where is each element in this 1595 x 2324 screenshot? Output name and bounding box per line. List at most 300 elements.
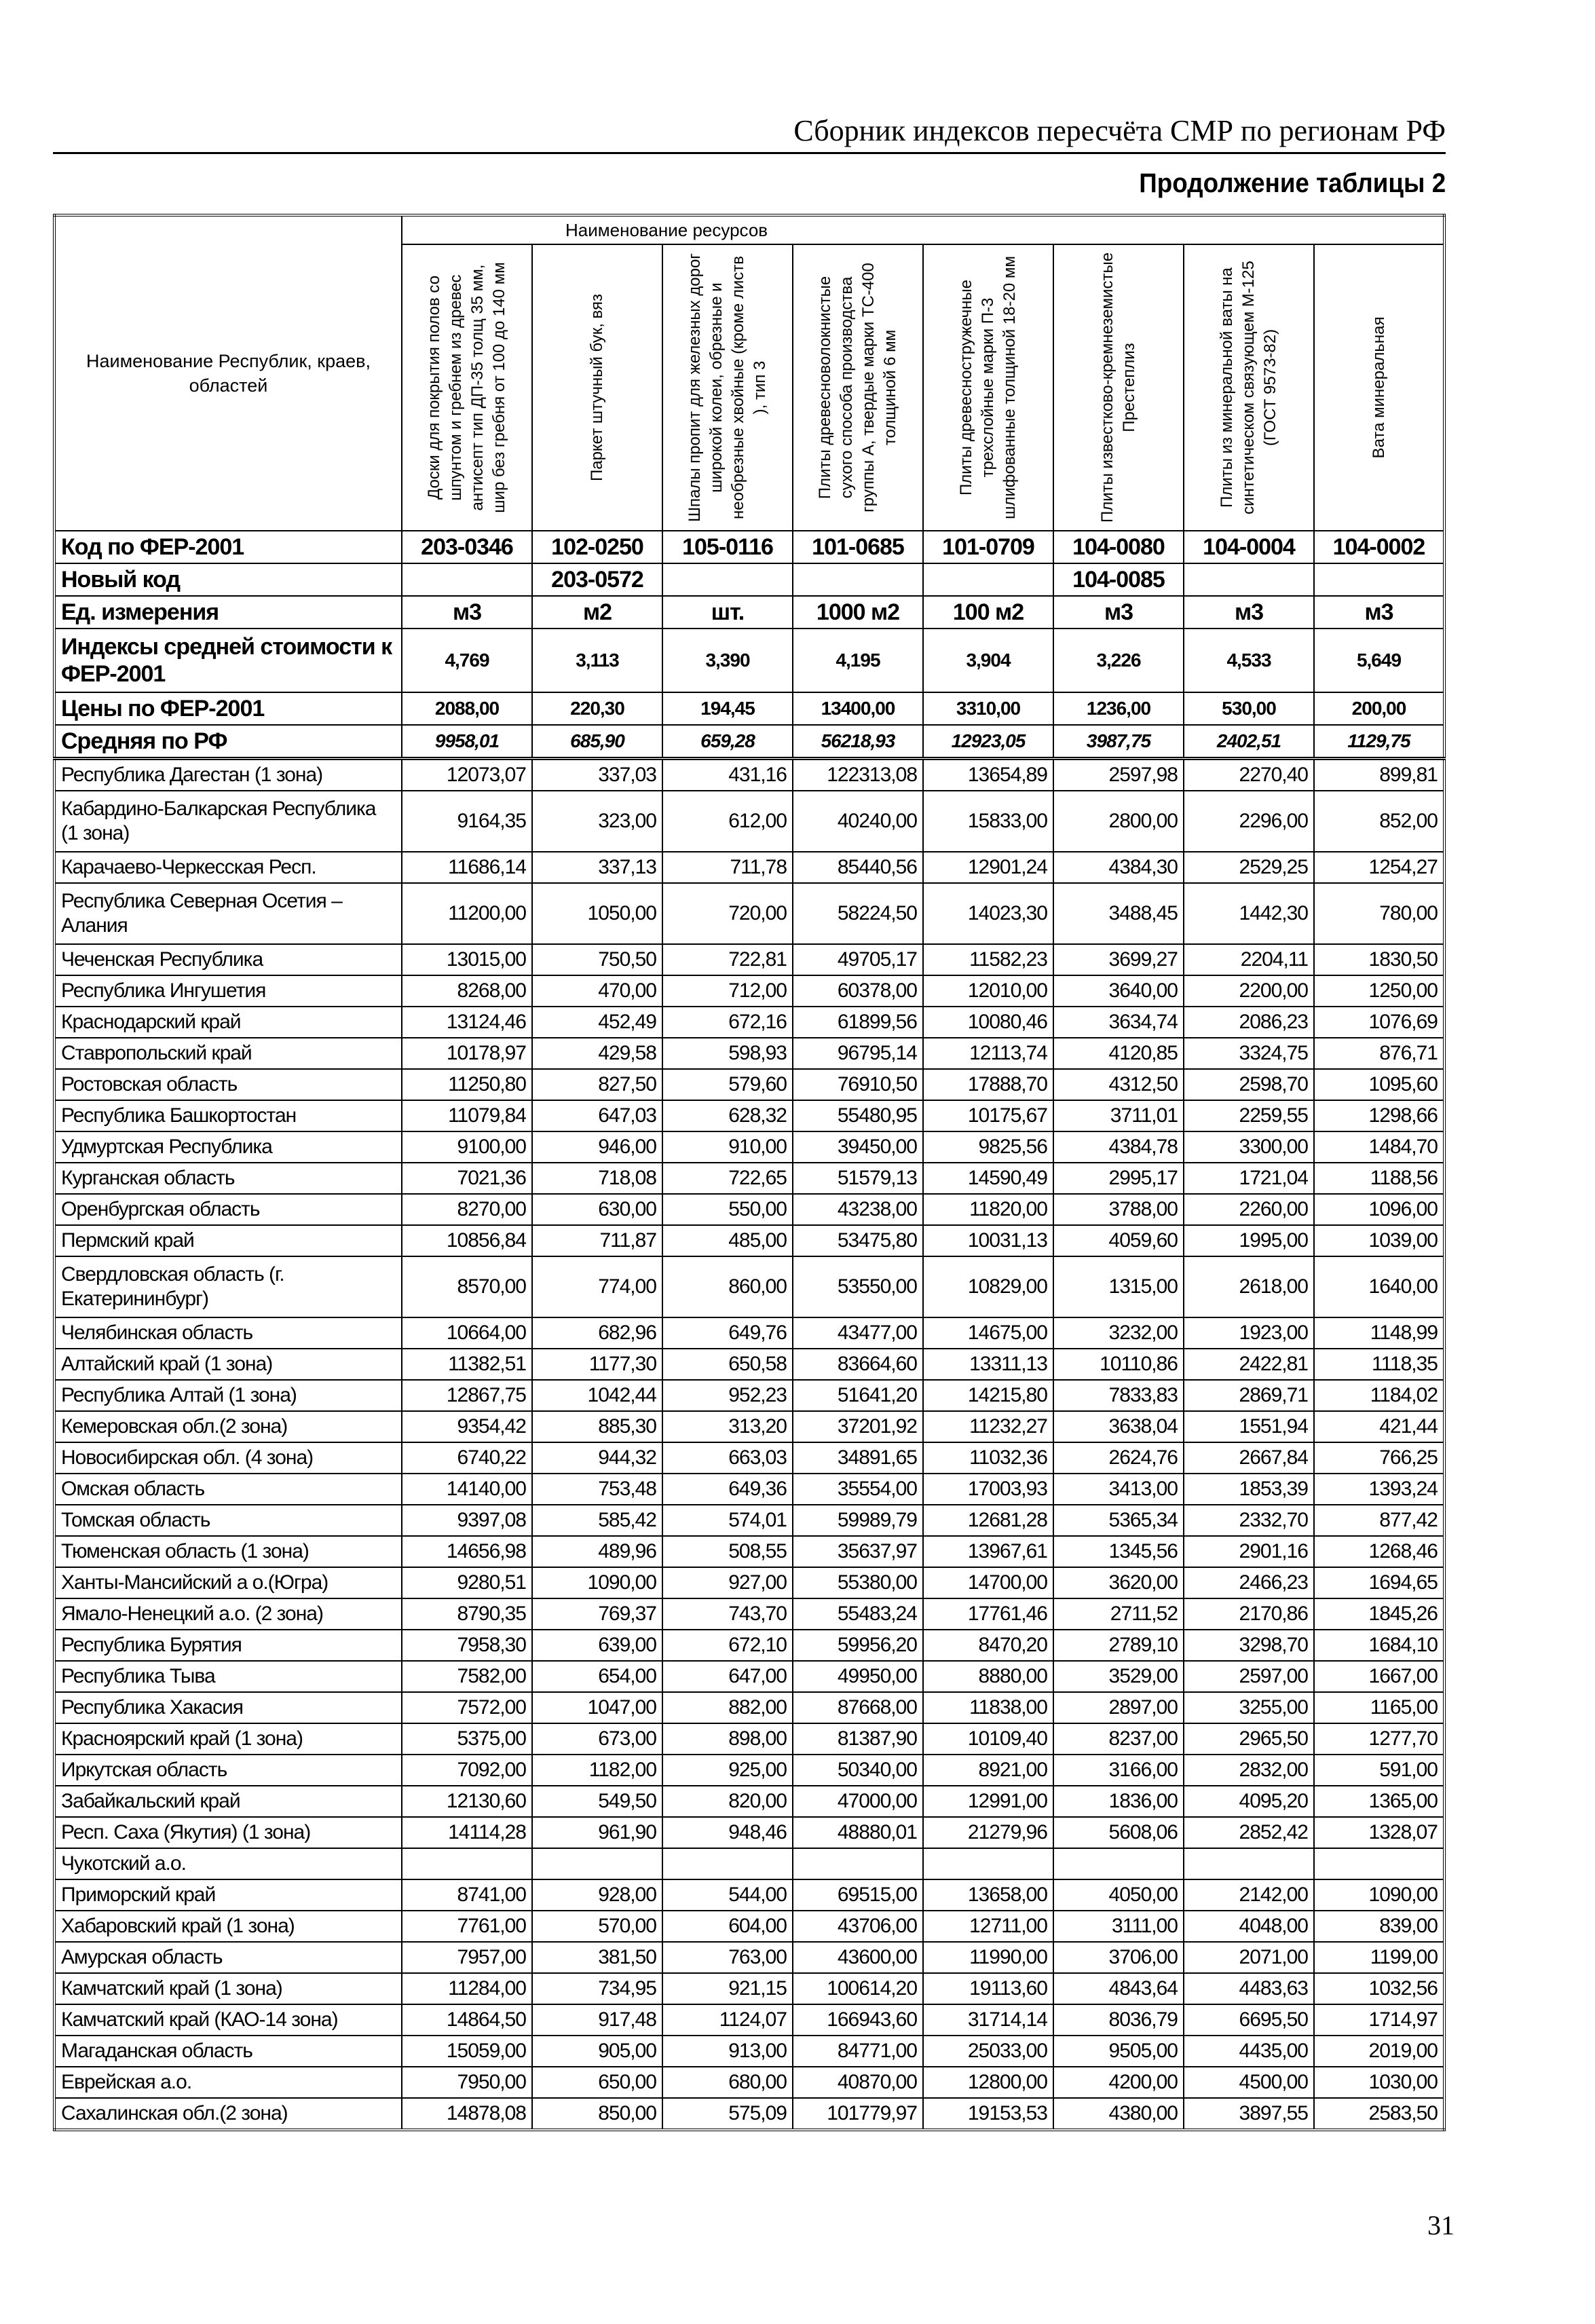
price-cell: 1684,10 xyxy=(1314,1630,1444,1661)
book-title: Сборник индексов пересчёта СМР по регионам РФ xyxy=(793,114,1446,147)
price-cell: 598,93 xyxy=(662,1038,793,1069)
price-cell: 40240,00 xyxy=(793,791,923,852)
table-row xyxy=(54,1163,1444,1194)
price-cell: 11686,14 xyxy=(402,852,532,883)
price-cell: 55380,00 xyxy=(793,1567,923,1598)
page-header xyxy=(53,109,1446,154)
price-cell: 628,32 xyxy=(662,1100,793,1131)
table-continuation-caption: Продолжение таблицы 2 xyxy=(1139,168,1446,198)
price-cell: 2019,00 xyxy=(1314,2036,1444,2067)
resource-header xyxy=(923,244,1053,531)
price-cell: 2789,10 xyxy=(1053,1630,1184,1661)
price-cell: 7957,00 xyxy=(402,1942,532,1973)
price-cell: 839,00 xyxy=(1314,1911,1444,1942)
price-cell: 1268,46 xyxy=(1314,1536,1444,1567)
price-cell: 313,20 xyxy=(662,1411,793,1442)
price-cell: 2832,00 xyxy=(1184,1755,1314,1786)
price-cell: 10110,86 xyxy=(1053,1349,1184,1380)
region-name: Республика Хакасия xyxy=(54,1692,402,1723)
summary-cell: 9958,01 xyxy=(402,725,532,759)
resource-header-label: Плиты из минеральной ваты на синтетическом связующем М-125 (ГОСТ 9573-82) xyxy=(1218,261,1279,514)
price-cell: 8270,00 xyxy=(402,1194,532,1225)
summary-cell: 2402,51 xyxy=(1184,725,1314,759)
price-cell: 12681,28 xyxy=(923,1505,1053,1536)
price-cell: 8570,00 xyxy=(402,1256,532,1317)
price-cell: 876,71 xyxy=(1314,1038,1444,1069)
price-cell: 429,58 xyxy=(532,1038,662,1069)
price-cell: 85440,56 xyxy=(793,852,923,883)
price-cell: 7021,36 xyxy=(402,1163,532,1194)
table-row xyxy=(54,1692,1444,1723)
region-name: Карачаево-Черкесская Респ. xyxy=(54,852,402,883)
price-cell: 6695,50 xyxy=(1184,2004,1314,2036)
resource-header xyxy=(1314,244,1444,531)
price-cell: 13658,00 xyxy=(923,1879,1053,1911)
summary-cell: 104-0002 xyxy=(1314,531,1444,563)
summary-cell xyxy=(662,563,793,596)
price-cell: 2869,71 xyxy=(1184,1380,1314,1411)
price-cell: 1199,00 xyxy=(1314,1942,1444,1973)
price-cell: 15833,00 xyxy=(923,791,1053,852)
summary-cell: 104-0004 xyxy=(1184,531,1314,563)
price-cell: 9397,08 xyxy=(402,1505,532,1536)
price-cell: 1032,56 xyxy=(1314,1973,1444,2004)
row-cost-index xyxy=(54,629,1444,692)
price-cell: 2711,52 xyxy=(1053,1598,1184,1630)
price-cell: 850,00 xyxy=(532,2098,662,2130)
table-row xyxy=(54,883,1444,944)
price-cell: 1090,00 xyxy=(1314,1879,1444,1911)
price-cell: 12867,75 xyxy=(402,1380,532,1411)
price-cell: 1298,66 xyxy=(1314,1100,1444,1131)
price-cell: 3166,00 xyxy=(1053,1755,1184,1786)
price-cell: 2852,42 xyxy=(1184,1817,1314,1848)
region-name: Новосибирская обл. (4 зона) xyxy=(54,1442,402,1474)
price-cell: 12113,74 xyxy=(923,1038,1053,1069)
price-cell: 13015,00 xyxy=(402,944,532,975)
price-cell: 43600,00 xyxy=(793,1942,923,1973)
table-row xyxy=(54,1817,1444,1848)
price-cell: 1995,00 xyxy=(1184,1225,1314,1256)
price-cell: 899,81 xyxy=(1314,759,1444,791)
table-row xyxy=(54,1131,1444,1163)
price-cell: 122313,08 xyxy=(793,759,923,791)
summary-cell: 3,390 xyxy=(662,629,793,692)
price-cell: 35637,97 xyxy=(793,1536,923,1567)
price-cell: 579,60 xyxy=(662,1069,793,1100)
price-cell: 1845,26 xyxy=(1314,1598,1444,1630)
price-cell: 10080,46 xyxy=(923,1007,1053,1038)
summary-cell: 4,769 xyxy=(402,629,532,692)
price-cell: 649,36 xyxy=(662,1474,793,1505)
price-cell: 14023,30 xyxy=(923,883,1053,944)
row-new-code xyxy=(54,563,1444,596)
price-cell: 712,00 xyxy=(662,975,793,1007)
region-name: Республика Северная Осетия – Алания xyxy=(54,883,402,944)
region-name: Ямало-Ненецкий а.о. (2 зона) xyxy=(54,1598,402,1630)
price-cell: 604,00 xyxy=(662,1911,793,1942)
price-cell xyxy=(1314,1848,1444,1879)
price-cell: 53475,80 xyxy=(793,1225,923,1256)
price-cell: 820,00 xyxy=(662,1786,793,1817)
price-cell: 2422,81 xyxy=(1184,1349,1314,1380)
price-cell: 913,00 xyxy=(662,2036,793,2067)
price-cell: 84771,00 xyxy=(793,2036,923,2067)
price-cell: 489,96 xyxy=(532,1536,662,1567)
summary-cell: 12923,05 xyxy=(923,725,1053,759)
price-cell: 100614,20 xyxy=(793,1973,923,2004)
price-cell: 2071,00 xyxy=(1184,1942,1314,1973)
price-cell: 673,00 xyxy=(532,1723,662,1755)
price-cell: 763,00 xyxy=(662,1942,793,1973)
price-cell: 780,00 xyxy=(1314,883,1444,944)
price-cell: 59989,79 xyxy=(793,1505,923,1536)
summary-cell: 101-0709 xyxy=(923,531,1053,563)
price-cell: 69515,00 xyxy=(793,1879,923,1911)
summary-cell: 4,533 xyxy=(1184,629,1314,692)
price-cell: 5608,06 xyxy=(1053,1817,1184,1848)
price-cell: 2995,17 xyxy=(1053,1163,1184,1194)
region-name: Республика Тыва xyxy=(54,1661,402,1692)
price-cell: 25033,00 xyxy=(923,2036,1053,2067)
price-cell: 1124,07 xyxy=(662,2004,793,2036)
price-cell: 76910,50 xyxy=(793,1069,923,1100)
summary-cell: 659,28 xyxy=(662,725,793,759)
table-row xyxy=(54,1442,1444,1474)
price-cell: 711,78 xyxy=(662,852,793,883)
resource-header-label: Плиты древесноволокнистые сухого способа производства группы А, твердые марки ТС-400 толщиной 6 мм xyxy=(816,263,899,512)
table-body xyxy=(54,531,1444,2130)
table-row xyxy=(54,2098,1444,2130)
summary-cell: 3310,00 xyxy=(923,692,1053,725)
price-cell: 2901,16 xyxy=(1184,1536,1314,1567)
price-cell: 4120,85 xyxy=(1053,1038,1184,1069)
price-cell: 852,00 xyxy=(1314,791,1444,852)
price-cell: 11284,00 xyxy=(402,1973,532,2004)
region-name: Кабардино-Балкарская Республика (1 зона) xyxy=(54,791,402,852)
summary-cell: 105-0116 xyxy=(662,531,793,563)
price-cell: 2259,55 xyxy=(1184,1100,1314,1131)
summary-cell: 203-0572 xyxy=(532,563,662,596)
price-cell: 4380,00 xyxy=(1053,2098,1184,2130)
price-cell: 1328,07 xyxy=(1314,1817,1444,1848)
price-cell: 12073,07 xyxy=(402,759,532,791)
summary-cell: 3,904 xyxy=(923,629,1053,692)
price-cell: 3324,75 xyxy=(1184,1038,1314,1069)
price-cell: 585,42 xyxy=(532,1505,662,1536)
price-cell: 4312,50 xyxy=(1053,1069,1184,1100)
price-cell: 3232,00 xyxy=(1053,1317,1184,1349)
price-cell: 1250,00 xyxy=(1314,975,1444,1007)
price-cell: 83664,60 xyxy=(793,1349,923,1380)
price-cell: 2597,00 xyxy=(1184,1661,1314,1692)
region-name: Ростовская область xyxy=(54,1069,402,1100)
price-cell: 1165,00 xyxy=(1314,1692,1444,1723)
price-cell: 5365,34 xyxy=(1053,1505,1184,1536)
price-cell: 877,42 xyxy=(1314,1505,1444,1536)
price-cell: 11079,84 xyxy=(402,1100,532,1131)
summary-cell xyxy=(1314,563,1444,596)
price-cell: 13654,89 xyxy=(923,759,1053,791)
region-name: Приморский край xyxy=(54,1879,402,1911)
price-cell: 2598,70 xyxy=(1184,1069,1314,1100)
price-cell: 4095,20 xyxy=(1184,1786,1314,1817)
price-cell: 948,46 xyxy=(662,1817,793,1848)
price-cell: 14215,80 xyxy=(923,1380,1053,1411)
price-cell: 39450,00 xyxy=(793,1131,923,1163)
price-cell: 647,03 xyxy=(532,1100,662,1131)
summary-label: Новый код xyxy=(54,563,402,596)
price-cell: 11990,00 xyxy=(923,1942,1053,1973)
price-cell: 1551,94 xyxy=(1184,1411,1314,1442)
summary-cell: 4,195 xyxy=(793,629,923,692)
price-cell: 1345,56 xyxy=(1053,1536,1184,1567)
summary-cell xyxy=(402,563,532,596)
price-cell: 7572,00 xyxy=(402,1692,532,1723)
price-cell: 2260,00 xyxy=(1184,1194,1314,1225)
price-cell: 8268,00 xyxy=(402,975,532,1007)
table-row xyxy=(54,1256,1444,1317)
price-cell: 48880,01 xyxy=(793,1817,923,1848)
table-row xyxy=(54,1848,1444,1879)
price-cell: 12901,24 xyxy=(923,852,1053,883)
price-cell xyxy=(1053,1848,1184,1879)
price-cell: 574,01 xyxy=(662,1505,793,1536)
price-cell: 4435,00 xyxy=(1184,2036,1314,2067)
price-cell: 3488,45 xyxy=(1053,883,1184,944)
summary-cell: 102-0250 xyxy=(532,531,662,563)
price-cell: 3711,01 xyxy=(1053,1100,1184,1131)
price-cell: 718,08 xyxy=(532,1163,662,1194)
price-cell: 1694,65 xyxy=(1314,1567,1444,1598)
price-cell: 11200,00 xyxy=(402,883,532,944)
resource-header-label: Паркет штучный бук, вяз xyxy=(588,293,606,482)
price-cell: 9505,00 xyxy=(1053,2036,1184,2067)
summary-cell: м2 xyxy=(532,596,662,629)
summary-label: Цены по ФЕР-2001 xyxy=(54,692,402,725)
price-cell xyxy=(793,1848,923,1879)
price-cell: 19113,60 xyxy=(923,1973,1053,2004)
summary-cell: 3987,75 xyxy=(1053,725,1184,759)
price-cell: 10664,00 xyxy=(402,1317,532,1349)
price-cell: 87668,00 xyxy=(793,1692,923,1723)
price-cell: 1076,69 xyxy=(1314,1007,1444,1038)
price-cell: 2529,25 xyxy=(1184,852,1314,883)
price-cell: 2667,84 xyxy=(1184,1442,1314,1474)
price-cell: 663,03 xyxy=(662,1442,793,1474)
price-cell: 49950,00 xyxy=(793,1661,923,1692)
price-cell: 37201,92 xyxy=(793,1411,923,1442)
table-row xyxy=(54,2004,1444,2036)
region-name: Чеченская Республика xyxy=(54,944,402,975)
price-cell: 14878,08 xyxy=(402,2098,532,2130)
price-cell: 3529,00 xyxy=(1053,1661,1184,1692)
table-row xyxy=(54,944,1444,975)
summary-cell: м3 xyxy=(402,596,532,629)
table-row xyxy=(54,1755,1444,1786)
price-cell: 549,50 xyxy=(532,1786,662,1817)
price-cell: 337,13 xyxy=(532,852,662,883)
price-cell: 9280,51 xyxy=(402,1567,532,1598)
summary-cell: м3 xyxy=(1314,596,1444,629)
region-name: Респ. Саха (Якутия) (1 зона) xyxy=(54,1817,402,1848)
price-cell: 6740,22 xyxy=(402,1442,532,1474)
price-cell: 769,37 xyxy=(532,1598,662,1630)
price-cell: 7958,30 xyxy=(402,1630,532,1661)
price-cell: 2170,86 xyxy=(1184,1598,1314,1630)
region-name: Алтайский край (1 зона) xyxy=(54,1349,402,1380)
price-cell: 3413,00 xyxy=(1053,1474,1184,1505)
summary-cell: 685,90 xyxy=(532,725,662,759)
summary-cell: 1129,75 xyxy=(1314,725,1444,759)
page-number: 31 xyxy=(1427,2210,1455,2241)
price-cell: 860,00 xyxy=(662,1256,793,1317)
price-cell: 9354,42 xyxy=(402,1411,532,1442)
price-cell: 1188,56 xyxy=(1314,1163,1444,1194)
price-cell: 50340,00 xyxy=(793,1755,923,1786)
region-name: Чукотский а.о. xyxy=(54,1848,402,1879)
summary-cell: 100 м2 xyxy=(923,596,1053,629)
price-cell: 1714,97 xyxy=(1314,2004,1444,2036)
price-cell: 1315,00 xyxy=(1053,1256,1184,1317)
resource-header-label: Вата минеральная xyxy=(1369,316,1388,459)
region-name: Забайкальский край xyxy=(54,1786,402,1817)
price-cell: 672,16 xyxy=(662,1007,793,1038)
table-row xyxy=(54,1661,1444,1692)
summary-cell: м3 xyxy=(1184,596,1314,629)
price-cell: 19153,53 xyxy=(923,2098,1053,2130)
summary-cell: 56218,93 xyxy=(793,725,923,759)
table-row xyxy=(54,975,1444,1007)
price-cell: 650,00 xyxy=(532,2067,662,2098)
table-row xyxy=(54,1194,1444,1225)
price-cell: 14140,00 xyxy=(402,1474,532,1505)
price-cell: 31714,14 xyxy=(923,2004,1053,2036)
resource-header xyxy=(1184,244,1314,531)
summary-cell: 2088,00 xyxy=(402,692,532,725)
price-cell: 7582,00 xyxy=(402,1661,532,1692)
region-name: Республика Дагестан (1 зона) xyxy=(54,759,402,791)
price-cell: 1096,00 xyxy=(1314,1194,1444,1225)
price-cell: 753,48 xyxy=(532,1474,662,1505)
price-cell: 1030,00 xyxy=(1314,2067,1444,2098)
price-cell: 1118,35 xyxy=(1314,1349,1444,1380)
table-row xyxy=(54,1786,1444,1817)
price-cell: 5375,00 xyxy=(402,1723,532,1755)
price-cell: 1047,00 xyxy=(532,1692,662,1723)
region-name: Хабаровский край (1 зона) xyxy=(54,1911,402,1942)
price-cell: 12800,00 xyxy=(923,2067,1053,2098)
price-cell: 13311,13 xyxy=(923,1349,1053,1380)
price-cell: 647,00 xyxy=(662,1661,793,1692)
summary-label: Средняя по РФ xyxy=(54,725,402,759)
region-name-header: Наименование Республик, краев, областей xyxy=(54,215,402,531)
price-cell: 421,44 xyxy=(1314,1411,1444,1442)
price-cell: 14114,28 xyxy=(402,1817,532,1848)
price-cell: 43706,00 xyxy=(793,1911,923,1942)
table-row xyxy=(54,1598,1444,1630)
region-name: Республика Бурятия xyxy=(54,1630,402,1661)
row-fer-price xyxy=(54,692,1444,725)
price-cell: 9100,00 xyxy=(402,1131,532,1163)
summary-label: Ед. измерения xyxy=(54,596,402,629)
price-cell: 11838,00 xyxy=(923,1692,1053,1723)
price-cell: 4384,78 xyxy=(1053,1131,1184,1163)
price-cell: 8237,00 xyxy=(1053,1723,1184,1755)
price-cell: 905,00 xyxy=(532,2036,662,2067)
region-name: Челябинская область xyxy=(54,1317,402,1349)
price-cell: 2142,00 xyxy=(1184,1879,1314,1911)
price-cell: 2597,98 xyxy=(1053,759,1184,791)
price-cell: 1721,04 xyxy=(1184,1163,1314,1194)
price-cell: 14675,00 xyxy=(923,1317,1053,1349)
region-name: Омская область xyxy=(54,1474,402,1505)
price-cell: 1923,00 xyxy=(1184,1317,1314,1349)
price-cell: 711,87 xyxy=(532,1225,662,1256)
summary-cell: 203-0346 xyxy=(402,531,532,563)
price-cell: 2583,50 xyxy=(1314,2098,1444,2130)
price-cell: 910,00 xyxy=(662,1131,793,1163)
price-cell: 13124,46 xyxy=(402,1007,532,1038)
table-row xyxy=(54,1505,1444,1536)
price-cell: 9164,35 xyxy=(402,791,532,852)
price-cell: 431,16 xyxy=(662,759,793,791)
table-row xyxy=(54,1474,1444,1505)
table-row xyxy=(54,1007,1444,1038)
price-cell: 575,09 xyxy=(662,2098,793,2130)
price-cell: 8036,79 xyxy=(1053,2004,1184,2036)
price-cell: 1640,00 xyxy=(1314,1256,1444,1317)
price-cell: 1836,00 xyxy=(1053,1786,1184,1817)
price-cell: 166943,60 xyxy=(793,2004,923,2036)
price-cell: 2204,11 xyxy=(1184,944,1314,975)
summary-cell: 220,30 xyxy=(532,692,662,725)
price-cell: 2200,00 xyxy=(1184,975,1314,1007)
price-cell: 2618,00 xyxy=(1184,1256,1314,1317)
summary-label: Индексы средней стоимости к ФЕР-2001 xyxy=(54,629,402,692)
price-cell: 14700,00 xyxy=(923,1567,1053,1598)
price-cell: 639,00 xyxy=(532,1630,662,1661)
price-cell: 2624,76 xyxy=(1053,1442,1184,1474)
price-cell: 3300,00 xyxy=(1184,1131,1314,1163)
price-cell: 1484,70 xyxy=(1314,1131,1444,1163)
row-unit xyxy=(54,596,1444,629)
price-cell: 734,95 xyxy=(532,1973,662,2004)
price-cell: 55483,24 xyxy=(793,1598,923,1630)
price-cell: 61899,56 xyxy=(793,1007,923,1038)
resource-header-label: Доски для покрытия полов со шпунтом и гребнем из древес антисепт тип ДП-35 толщ 35 мм, шир без гребня от 100 до 140 мм xyxy=(425,262,508,513)
summary-cell xyxy=(1184,563,1314,596)
price-cell: 1177,30 xyxy=(532,1349,662,1380)
price-cell xyxy=(923,1848,1053,1879)
price-cell: 10856,84 xyxy=(402,1225,532,1256)
price-cell: 946,00 xyxy=(532,1131,662,1163)
price-cell: 1090,00 xyxy=(532,1567,662,1598)
price-cell: 43238,00 xyxy=(793,1194,923,1225)
price-cell: 51579,13 xyxy=(793,1163,923,1194)
price-cell: 3638,04 xyxy=(1053,1411,1184,1442)
price-cell: 550,00 xyxy=(662,1194,793,1225)
price-cell: 2296,00 xyxy=(1184,791,1314,852)
price-cell: 1667,00 xyxy=(1314,1661,1444,1692)
region-name: Сахалинская обл.(2 зона) xyxy=(54,2098,402,2130)
price-cell: 4050,00 xyxy=(1053,1879,1184,1911)
price-cell: 508,55 xyxy=(662,1536,793,1567)
summary-cell xyxy=(923,563,1053,596)
price-cell: 650,58 xyxy=(662,1349,793,1380)
summary-cell: 101-0685 xyxy=(793,531,923,563)
price-cell: 1148,99 xyxy=(1314,1317,1444,1349)
